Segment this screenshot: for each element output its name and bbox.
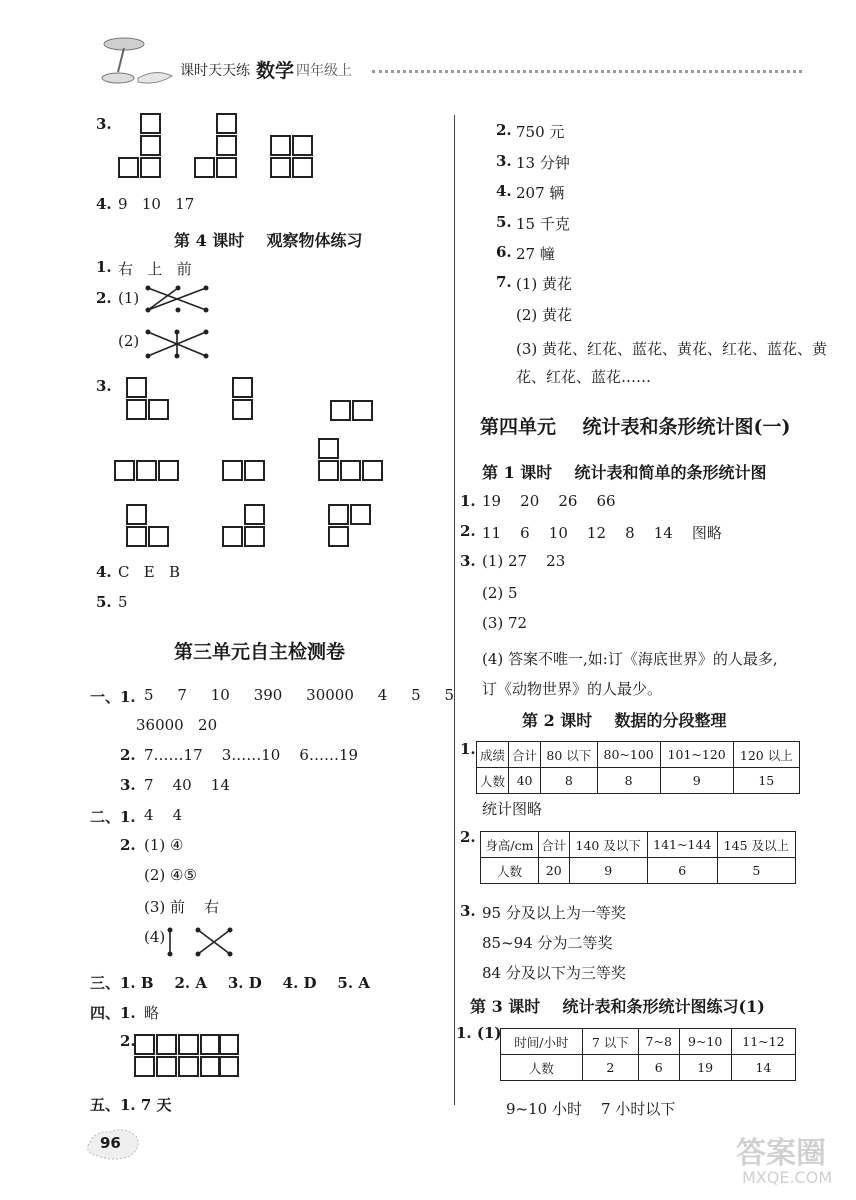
lesson2-q3-line3: 84 分及以下为三等奖 <box>482 964 626 982</box>
test-s1-1-line1: 5 7 10 390 30000 4 5 5 <box>144 686 455 704</box>
view-shape-2 <box>194 113 238 179</box>
time-table <box>500 1028 796 1081</box>
lesson1-q3-part1: (1) 27 23 <box>482 552 566 570</box>
score-table-header <box>477 742 800 768</box>
lesson1-q3-part3: (3) 72 <box>482 614 528 632</box>
score-table-row-cell: 15 <box>733 768 799 794</box>
height-table-row-cell: 5 <box>717 858 795 884</box>
lesson2-title: 第 2 课时 数据的分段整理 <box>522 711 727 730</box>
time-table-row-cell: 2 <box>582 1055 638 1081</box>
watermark-logo-text: 答案圈 <box>736 1136 826 1171</box>
time-table-header-cell: 9~10 <box>679 1029 731 1055</box>
time-table-row <box>501 1055 796 1081</box>
q3-shape-9 <box>328 504 372 548</box>
lesson1-title: 第 1 课时 统计表和简单的条形统计图 <box>482 463 767 482</box>
test-s1-1-label: 一、1. <box>90 688 136 706</box>
height-table-row-cell: 人数 <box>481 858 539 884</box>
height-table-row-cell: 20 <box>538 858 569 884</box>
q3-shape-5 <box>222 460 266 482</box>
lesson1-q3-part2: (2) 5 <box>482 584 518 602</box>
header-lamp-icon <box>96 34 176 90</box>
lesson4-q1-answer: 右 上 前 <box>118 260 192 278</box>
right-item-answer: 750 元 <box>516 123 565 141</box>
lesson2-q1-number: 1. <box>460 740 476 758</box>
left-q3-number: 3. <box>96 115 112 133</box>
score-table-header-cell: 101~120 <box>660 742 733 768</box>
lesson4-q5-answer: 5 <box>118 593 128 611</box>
test-s2-2-part4-label: (4) <box>144 928 166 946</box>
lesson2-q1-note: 统计图略 <box>482 800 543 818</box>
height-table-header-cell: 合计 <box>538 832 569 858</box>
time-table-header-cell: 7 以下 <box>582 1029 638 1055</box>
score-table <box>476 741 800 794</box>
height-table-row-cell: 9 <box>569 858 647 884</box>
lesson2-q2-number: 2. <box>460 828 476 846</box>
score-table-header-cell: 80 以下 <box>541 742 598 768</box>
lesson2-q3-line2: 85~94 分为二等奖 <box>482 934 613 952</box>
test-s4-2-shape-2 <box>218 1034 240 1078</box>
height-table-row <box>481 858 796 884</box>
lesson3-q1-number: 1. (1) <box>456 1024 502 1042</box>
test-s2-2-label: 2. <box>120 836 136 854</box>
q3-shape-4 <box>114 460 180 482</box>
test-s2-1-label: 二、1. <box>90 808 136 826</box>
height-table-header-cell: 141~144 <box>647 832 717 858</box>
right-item-number: 3. <box>496 152 512 170</box>
unit3-test-title: 第三单元自主检测卷 <box>174 641 346 663</box>
watermark-url-text: MXQE.COM <box>742 1168 833 1187</box>
q7-part3-line2: 花、红花、蓝花…… <box>516 368 652 386</box>
lesson1-q3-part4-line1: (4) 答案不唯一,如:订《海底世界》的人最多, <box>482 650 778 668</box>
test-s3-answers: 三、1. B 2. A 3. D 4. D 5. A <box>90 974 370 992</box>
lesson4-q1-number: 1. <box>96 258 112 276</box>
header-grade: 四年级上 <box>296 63 352 79</box>
test-s2-2-part4-lines <box>160 924 240 960</box>
test-s1-1-line2: 36000 20 <box>136 716 218 734</box>
header-prefix: 课时天天练 <box>180 63 250 79</box>
q3-shape-1 <box>126 377 170 421</box>
right-item-number: 5. <box>496 213 512 231</box>
lesson3-title: 第 3 课时 统计表和条形统计图练习(1) <box>470 997 765 1016</box>
left-q4-answer: 9 10 17 <box>118 195 195 213</box>
test-s1-2-answer: 7……17 3……10 6……19 <box>144 746 359 764</box>
test-s4-2-label: 2. <box>120 1032 136 1050</box>
score-table-header-cell: 120 以上 <box>733 742 799 768</box>
time-table-header-cell: 11~12 <box>731 1029 795 1055</box>
lesson1-q1-number: 1. <box>460 492 476 510</box>
height-table-row-cell: 6 <box>647 858 717 884</box>
right-item-answer: 13 分钟 <box>516 154 570 172</box>
q3-shape-7 <box>126 504 170 548</box>
time-table-header <box>501 1029 796 1055</box>
q3-shape-8 <box>222 504 266 548</box>
lesson4-q2-part2-label: (2) <box>118 332 140 350</box>
score-table-header-cell: 成绩 <box>477 742 509 768</box>
time-table-row-cell: 14 <box>731 1055 795 1081</box>
score-table-header-cell: 合计 <box>509 742 541 768</box>
right-item-number: 6. <box>496 243 512 261</box>
test-s4-1-answer: 略 <box>144 1004 160 1022</box>
height-table-header-cell: 身高/cm <box>481 832 539 858</box>
lesson4-q4-answer: C E B <box>118 563 181 581</box>
header-subject: 数学 <box>256 60 295 82</box>
right-item-answer: 27 幢 <box>516 245 555 263</box>
score-table-row-cell: 8 <box>597 768 660 794</box>
q7-part2: (2) 黄花 <box>516 306 573 324</box>
test-s2-2-part1: (1) ④ <box>144 836 184 854</box>
right-item-answer: (1) 黄花 <box>516 275 573 293</box>
view-shape-3 <box>270 135 314 179</box>
right-item-number: 4. <box>496 182 512 200</box>
lesson4-q5-number: 5. <box>96 593 112 611</box>
score-table-row-cell: 40 <box>509 768 541 794</box>
right-item-answer: 207 辆 <box>516 184 565 202</box>
lesson4-q2-part1-label: (1) <box>118 289 140 307</box>
lesson4-title: 第 4 课时 观察物体练习 <box>174 231 363 250</box>
right-item-answer: 15 千克 <box>516 215 570 233</box>
view-shape-1 <box>118 113 162 179</box>
score-table-row-cell: 9 <box>660 768 733 794</box>
test-s2-2-part3: (3) 前 右 <box>144 898 220 916</box>
height-table <box>480 831 796 884</box>
score-table-row-cell: 人数 <box>477 768 509 794</box>
lesson2-q3-number: 3. <box>460 902 476 920</box>
test-s1-3-label: 3. <box>120 776 136 794</box>
lesson2-q3-line1: 95 分及以上为一等奖 <box>482 904 626 922</box>
q3-shape-2 <box>232 377 254 421</box>
lesson1-q3-number: 3. <box>460 552 476 570</box>
lesson4-q2-part1-lines <box>142 282 212 316</box>
lesson4-q2-part2-lines <box>142 326 212 362</box>
height-table-header-cell: 140 及以下 <box>569 832 647 858</box>
lesson1-q2-number: 2. <box>460 522 476 540</box>
lesson3-q1-answer: 9~10 小时 7 小时以下 <box>506 1100 676 1118</box>
height-table-header <box>481 832 796 858</box>
score-table-row-cell: 8 <box>541 768 598 794</box>
right-item-number: 2. <box>496 121 512 139</box>
test-s2-1-answer: 4 4 <box>144 806 183 824</box>
q7-part3-line1: (3) 黄花、红花、蓝花、黄花、红花、蓝花、黄 <box>516 340 828 358</box>
lesson1-q1-answer: 19 20 26 66 <box>482 492 616 510</box>
left-q4-number: 4. <box>96 195 112 213</box>
lesson4-q4-number: 4. <box>96 563 112 581</box>
right-item-number: 7. <box>496 273 512 291</box>
time-table-row-cell: 人数 <box>501 1055 583 1081</box>
test-s4-1-label: 四、1. <box>90 1004 136 1022</box>
test-s2-2-part2: (2) ④⑤ <box>144 866 197 884</box>
time-table-row-cell: 19 <box>679 1055 731 1081</box>
test-s1-2-label: 2. <box>120 746 136 764</box>
time-table-row-cell: 6 <box>638 1055 679 1081</box>
unit4-title: 第四单元 统计表和条形统计图(一) <box>480 416 791 438</box>
score-table-row <box>477 768 800 794</box>
time-table-header-cell: 时间/小时 <box>501 1029 583 1055</box>
test-s5-answer: 五、1. 7 天 <box>90 1096 172 1114</box>
score-table-header-cell: 80~100 <box>597 742 660 768</box>
test-s1-3-answer: 7 40 14 <box>144 776 230 794</box>
lesson1-q3-part4-line2: 订《动物世界》的人最少。 <box>482 680 663 698</box>
test-s4-2-shape-1 <box>134 1034 222 1078</box>
column-divider <box>454 115 455 1105</box>
lesson4-q3-number: 3. <box>96 377 112 395</box>
lesson1-q2-answer: 11 6 10 12 8 14 图略 <box>482 524 722 542</box>
height-table-header-cell: 145 及以上 <box>717 832 795 858</box>
page-number: 96 <box>100 1134 121 1152</box>
q3-shape-3 <box>330 400 374 422</box>
header-dotted-rule <box>372 70 802 73</box>
q3-shape-6 <box>318 438 384 482</box>
lesson4-q2-number: 2. <box>96 289 112 307</box>
time-table-header-cell: 7~8 <box>638 1029 679 1055</box>
